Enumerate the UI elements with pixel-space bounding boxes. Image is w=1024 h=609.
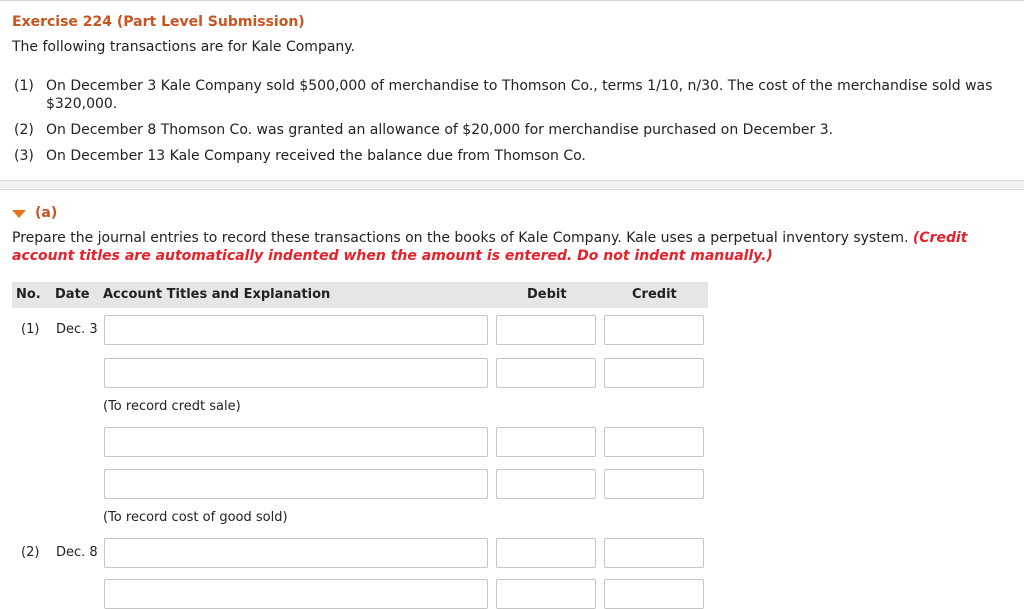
account-title-input[interactable] [104,579,488,609]
header-credit: Credit [632,287,677,302]
credit-input[interactable] [604,469,704,499]
debit-input[interactable] [496,315,596,345]
account-title-input[interactable] [104,315,488,345]
indent-warning: (Credit account titles are automatically indented when the amount is entered. Do not indent manually.) [12,230,968,264]
section-divider [0,180,1024,190]
transaction-number: (3) [14,148,34,164]
top-border [0,0,1024,1]
account-title-input[interactable] [104,469,488,499]
exercise-title: Exercise 224 (Part Level Submission) [12,14,305,30]
transaction-3 [14,147,1004,165]
credit-input[interactable] [604,427,704,457]
part-label: (a) [35,205,58,221]
account-title-input[interactable] [104,427,488,457]
entry-number: (1) [21,322,40,337]
header-debit: Debit [527,287,567,302]
debit-input[interactable] [496,469,596,499]
transaction-number: (1) [14,78,34,94]
debit-input[interactable] [496,538,596,568]
entry-explanation: (To record credt sale) [103,399,241,414]
part-instructions [12,229,1012,265]
debit-input[interactable] [496,427,596,457]
account-title-input[interactable] [104,538,488,568]
header-account: Account Titles and Explanation [103,287,331,302]
journal-table-header [12,282,708,308]
debit-input[interactable] [496,358,596,388]
instruction-text: Prepare the journal entries to record these transactions on the books of Kale Company. Kale uses a perpetual inventory system. [12,230,909,246]
transaction-text: On December 13 Kale Company received the balance due from Thomson Co. [46,148,586,164]
entry-explanation: (To record cost of good sold) [103,510,288,525]
credit-input[interactable] [604,358,704,388]
transaction-text: On December 8 Thomson Co. was granted an allowance of $20,000 for merchandise purchased on December 3. [46,122,834,138]
collapse-triangle-icon[interactable] [12,210,26,218]
entry-number: (2) [21,545,40,560]
header-no: No. [16,287,41,302]
credit-input[interactable] [604,579,704,609]
transaction-number: (2) [14,122,34,138]
credit-input[interactable] [604,538,704,568]
exercise-intro: The following transactions are for Kale Company. [12,39,356,55]
transaction-text: On December 3 Kale Company sold $500,000 of merchandise to Thomson Co., terms 1/10, n/30. The cost of the merchandise sold was $320,000. [46,78,993,112]
transaction-1 [14,77,1004,113]
entry-date: Dec. 3 [56,322,98,337]
debit-input[interactable] [496,579,596,609]
header-date: Date [55,287,90,302]
account-title-input[interactable] [104,358,488,388]
credit-input[interactable] [604,315,704,345]
entry-date: Dec. 8 [56,545,98,560]
transaction-2 [14,121,1004,139]
part-a-toggle[interactable] [12,205,57,221]
